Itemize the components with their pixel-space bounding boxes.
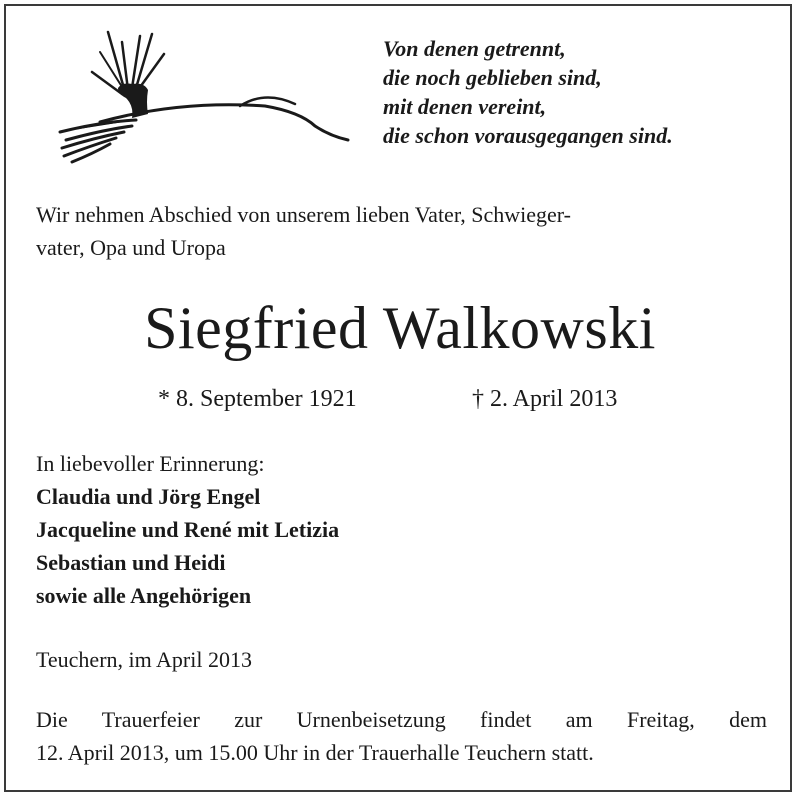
ceremony-line: Die Trauerfeier zur Urnenbeisetzung findet am Freitag, dem	[36, 707, 767, 732]
place-date: Teuchern, im April 2013	[36, 647, 252, 672]
poem-line: Von denen getrennt,	[383, 36, 566, 61]
mourners-section	[36, 447, 756, 612]
poem-line: die schon vorausgegangen sind.	[383, 123, 673, 148]
mourners-heading: In liebevoller Erinnerung:	[36, 451, 265, 476]
mourner-name: Sebastian und Heidi	[36, 550, 226, 575]
funeral-ceremony-info	[36, 703, 767, 769]
farewell-intro	[36, 198, 766, 264]
intro-line: Wir nehmen Abschied von unserem lieben Vater, Schwieger-	[36, 202, 572, 227]
intro-line: vater, Opa und Uropa	[36, 235, 226, 260]
mourner-name: sowie alle Angehörigen	[36, 583, 252, 608]
ceremony-line: 12. April 2013, um 15.00 Uhr in der Trauerhalle Teuchern statt.	[36, 740, 594, 765]
willow-tree-sunset-icon	[40, 22, 360, 172]
death-date: † 2. April 2013	[472, 386, 618, 412]
poem-line: die noch geblieben sind,	[383, 65, 602, 90]
mourner-name: Jacqueline und René mit Letizia	[36, 517, 340, 542]
poem-line: mit denen vereint,	[383, 94, 547, 119]
mourner-name: Claudia und Jörg Engel	[36, 484, 261, 509]
birth-date: * 8. September 1921	[158, 386, 357, 412]
memorial-poem	[383, 34, 783, 150]
deceased-name: Siegfried Walkowski	[144, 295, 656, 361]
